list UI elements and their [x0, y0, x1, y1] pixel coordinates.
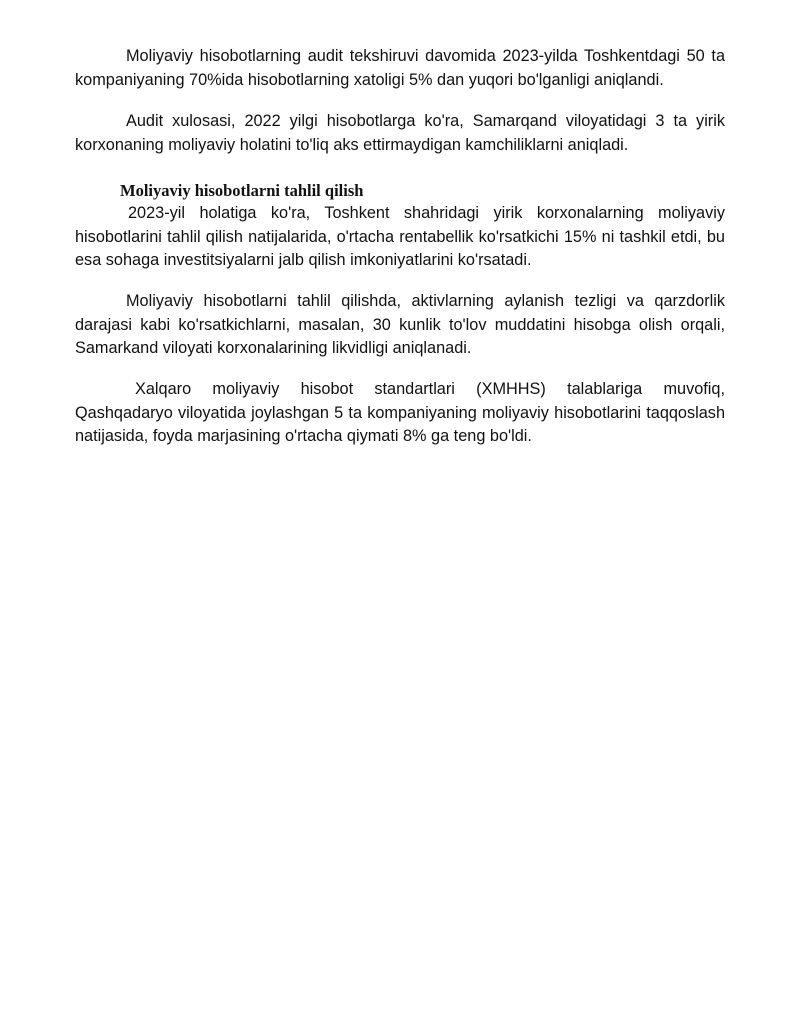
paragraph-liquidity: Moliyaviy hisobotlarni tahlil qilishda, aktivlarning aylanish tezligi va qarzdorlik darajasi kabi ko'rsatkichlarni, masalan, 30 kunlik to'lov muddatini hisobga olish orqali, Samarkand viloyati korxonalarining likvidligi aniqlanadi. [75, 292, 725, 357]
paragraph-audit-conclusion: Audit xulosasi, 2022 yilgi hisobotlarga ko'ra, Samarqand viloyatidagi 3 ta yirik korxonaning moliyaviy holatini to'liq aks ettirmaydigan kamchiliklarni aniqladi. [75, 112, 725, 154]
paragraph-profitability: 2023-yil holatiga ko'ra, Toshkent shahridagi yirik korxonalarning moliyaviy hisobotlarini tahlil qilish natijalarida, o'rtacha rentabellik ko'rsatkichi 15% ni tashkil etdi, bu esa sohaga investitsiyalarni jalb qilish imkoniyatlarini ko'rsatadi. [75, 204, 725, 269]
paragraph-audit-2023: Moliyaviy hisobotlarning audit tekshiruvi davomida 2023-yilda Toshkentdagi 50 ta kompaniyaning 70%ida hisobotlarning xatoligi 5% dan yuqori bo'lganligi aniqlandi. [75, 47, 725, 89]
paragraph-ifrs: Xalqaro moliyaviy hisobot standartlari (XMHHS) talablariga muvofiq, Qashqadaryo viloyatida joylashgan 5 ta kompaniyaning moliyaviy hisobotlarini taqqoslash natijasida, foyda marjasining o'rtacha qiymati 8% ga teng bo'ldi. [75, 380, 725, 445]
section-heading: Moliyaviy hisobotlarni tahlil qilish [120, 181, 364, 200]
